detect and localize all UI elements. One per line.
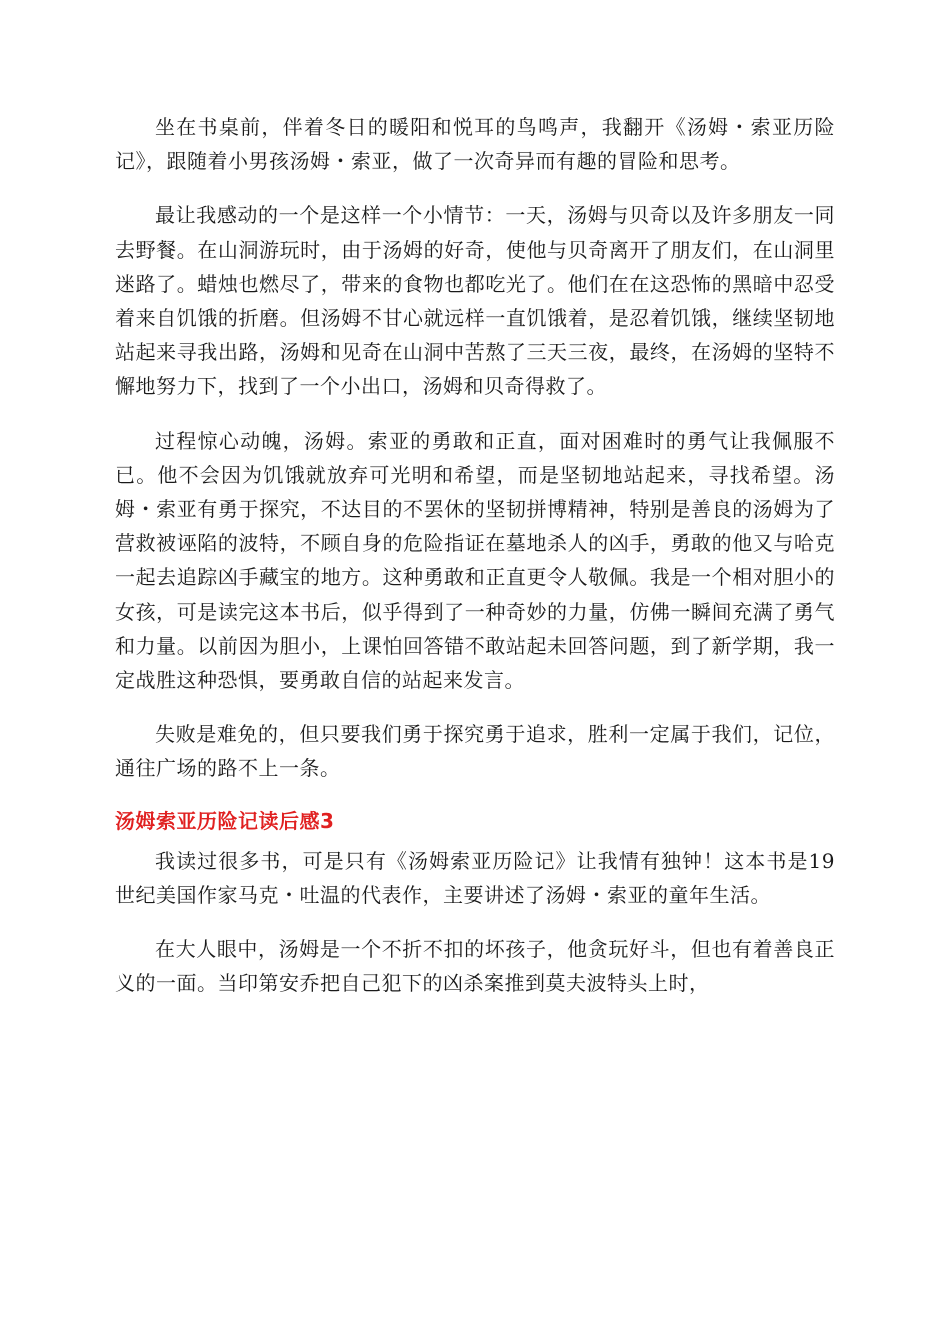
paragraph-5: 我读过很多书，可是只有《汤姆索亚历险记》让我情有独钟！这本书是19世纪美国作家马克・吐温的代表作，主要讲述了汤姆・索亚的童年生活。 (115, 848, 835, 907)
paragraph-2: 最让我感动的一个是这样一个小情节：一天，汤姆与贝奇以及许多朋友一同去野餐。在山洞游玩时，由于汤姆的好奇，使他与贝奇离开了朋友们，在山洞里迷路了。蜡烛也燃尽了，带来的食物也都吃光了。他们在在这恐怖的黑暗中忍受着来自饥饿的折磨。但汤姆不甘心就远样一直饥饿着，是忍着饥饿，继续坚韧地站起来寻我出路，汤姆和见奇在山洞中苦熬了三天三夜，最终，在汤姆的坚特不懈地努力下，找到了一个小出口，汤姆和贝奇得救了。 (115, 203, 835, 399)
paragraph-1: 坐在书桌前，伴着冬日的暖阳和悦耳的鸟鸣声，我翻开《汤姆・索亚历险记》，跟随着小男孩汤姆・索亚，做了一次奇异而有趣的冒险和思考。 (115, 115, 835, 174)
paragraph-3: 过程惊心动魄，汤姆。索亚的勇敢和正直，面对困难时的勇气让我佩服不已。他不会因为饥饿就放弃可光明和希望，而是坚韧地站起来，寻找希望。汤姆・索亚有勇于探究，不达目的不罢休的坚韧拼博精神，特别是善良的汤姆为了营救被诬陷的波特，不顾自身的危险指证在墓地杀人的凶手，勇敢的他又与哈克一起去追踪凶手藏宝的地方。这种勇敢和正直更令人敬佩。我是一个相对胆小的女孩，可是读完这本书后，似乎得到了一种奇妙的力量，仿佛一瞬间充满了勇气和力量。以前因为胆小，上课怕回答错不敢站起未回答问题，到了新学期，我一定战胜这种恐惧，要勇敢自信的站起来发言。 (115, 428, 835, 693)
paragraph-4: 失败是难免的，但只要我们勇于探究勇于追求，胜利一定属于我们，记位，通往广场的路不上一条。 (115, 722, 835, 781)
paragraph-6: 在大人眼中，汤姆是一个不折不扣的坏孩子，他贪玩好斗，但也有着善良正义的一面。当印第安乔把自己犯下的凶杀案推到莫夫波特头上时， (115, 937, 835, 996)
section-heading: 汤姆索亚历险记读后感3 (115, 808, 335, 833)
document-page (115, 110, 835, 1020)
